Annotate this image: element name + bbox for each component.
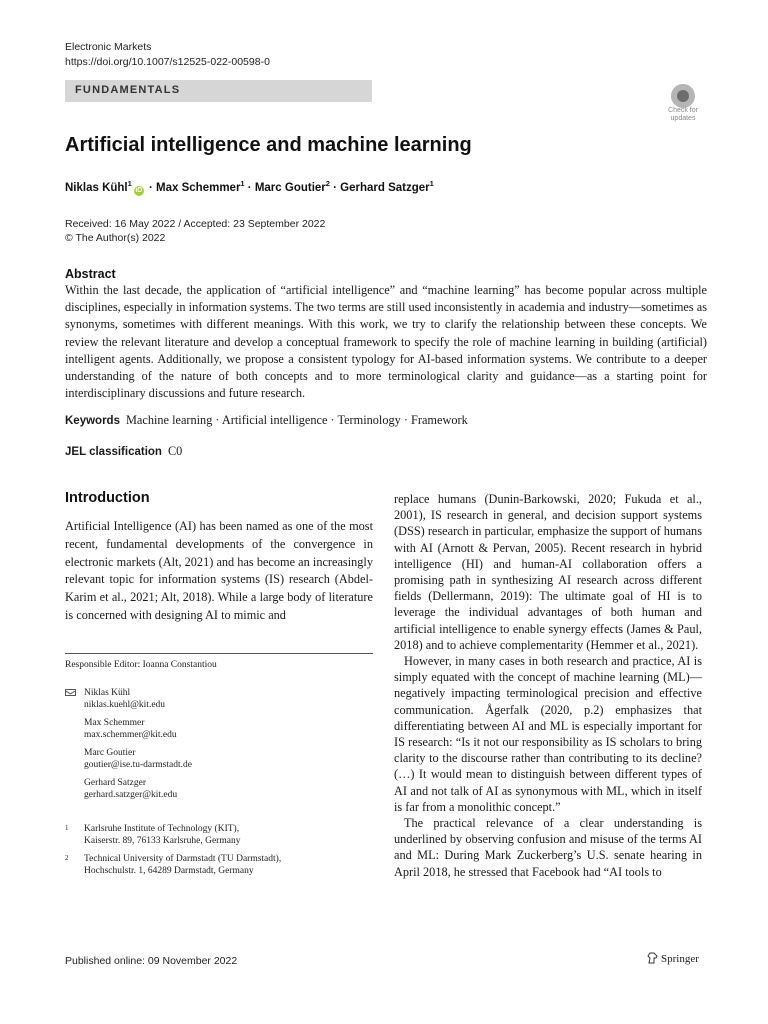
article-dates <box>65 218 325 245</box>
abstract-heading: Abstract <box>65 267 116 281</box>
contact-entry <box>65 777 373 801</box>
contact-name: Max Schemmer <box>84 718 145 728</box>
affiliation-entry <box>65 823 373 847</box>
paper-title: Artificial intelligence and machine learning <box>65 134 472 156</box>
intro-paragraph: The practical relevance of a clear understanding is underlined by observing confusion and misuse of the terms AI and ML: During Mark Zuckerberg’s U.S. senate hearing in April 2018, he stressed that Facebook had “AI tools to <box>394 816 702 879</box>
contact-entry <box>65 717 373 741</box>
contact-entry <box>65 747 373 771</box>
check-updates-label: Check for updates <box>668 107 698 122</box>
affiliation-number: 2 <box>65 854 69 862</box>
copyright-line: © The Author(s) 2022 <box>65 231 166 244</box>
author-name[interactable]: Niklas Kühl <box>65 181 128 194</box>
contact-list <box>65 687 373 807</box>
contact-email[interactable]: niklas.kuehl@kit.edu <box>84 700 166 710</box>
author-affiliation: 1 <box>240 179 245 188</box>
footnote-divider <box>65 653 373 654</box>
check-updates-icon <box>671 84 695 108</box>
jel-label: JEL classification <box>65 446 162 458</box>
jel-code: C0 <box>167 444 183 458</box>
envelope-icon <box>65 689 76 696</box>
orcid-icon[interactable]: iD <box>135 186 143 194</box>
keywords <box>65 413 468 428</box>
publisher-name: Springer <box>661 953 699 965</box>
contact-name: Niklas Kühl <box>84 688 131 698</box>
author-affiliation: 1 <box>127 179 132 188</box>
intro-paragraph: replace humans (Dunin-Barkowski, 2020; Fukuda et al., 2001), IS research in general, and decision support systems (DSS) research in particular, emphasize the support of humans with AI (Arnott & Pervan, 2005). Recent research in hybrid intelligence (HI) and human-AI collaboration offers a promising path in synthesizing AI research across different fields (Dellermann, 2019): The ultimate goal of HI is to leverage the individual advantages of both human and artificial intelligence to enable synergy effects (James & Paul, 2018) and to achieve complementarity (Hemmer et al., 2021). <box>394 492 702 652</box>
section-label: FUNDAMENTALS <box>75 84 181 96</box>
affiliation-line: Technical University of Darmstadt (TU Darmstadt), <box>84 854 282 864</box>
check-for-updates-badge[interactable] <box>664 84 702 124</box>
author-name[interactable]: Max Schemmer <box>156 181 241 194</box>
affiliation-line: Kaiserstr. 89, 76133 Karlsruhe, Germany <box>84 836 241 846</box>
author-affiliation: 1 <box>429 179 434 188</box>
keywords-label: Keywords <box>65 415 120 427</box>
responsible-editor: Responsible Editor: Ioanna Constantiou <box>65 660 217 670</box>
affiliation-number: 1 <box>65 824 69 832</box>
contact-name: Marc Goutier <box>84 748 136 758</box>
affiliation-list <box>65 823 373 883</box>
doi-link[interactable]: https://doi.org/10.1007/s12525-022-00598-0 <box>65 56 270 68</box>
jel-classification <box>65 444 182 459</box>
published-date: Published online: 09 November 2022 <box>65 955 238 967</box>
springer-horse-icon <box>647 952 658 964</box>
journal-header <box>65 40 270 70</box>
publisher-logo <box>647 952 699 965</box>
contact-email[interactable]: gerhard.satzger@kit.edu <box>84 790 178 800</box>
introduction-right-column <box>394 491 702 880</box>
received-accepted: Received: 16 May 2022 / Accepted: 23 September 2022 <box>65 218 326 230</box>
affiliation-line: Karlsruhe Institute of Technology (KIT), <box>84 824 240 834</box>
contact-entry <box>65 687 373 711</box>
introduction-left-paragraph: Artificial Intelligence (AI) has been named as one of the most recent, fundamental developments of the convergence in electronic markets (Alt, 2021) and has become an increasingly relevant topic for information systems (IS) research (Abdel-Karim et al., 2021; Alt, 2018). While a large body of literature is concerned with designing AI to mimic and <box>65 519 373 622</box>
author-name[interactable]: Marc Goutier <box>254 181 326 194</box>
section-banner <box>65 80 372 102</box>
affiliation-line: Hochschulstr. 1, 64289 Darmstadt, Germany <box>84 866 254 876</box>
keywords-text: Machine learning · Artificial intelligence · Terminology · Framework <box>125 413 468 427</box>
author-affiliation: 2 <box>325 179 330 188</box>
contact-email[interactable]: max.schemmer@kit.edu <box>84 730 177 740</box>
abstract-text: Within the last decade, the application of “artificial intelligence” and “machine learning” has become popular across multiple disciplines, especially in information systems. The two terms are still used inconsistently in academia and industry—sometimes as synonyms, sometimes with different meanings. With this work, we try to clarify the relationship between these concepts. We review the relevant literature and develop a conceptual framework to specify the role of machine learning in building (artificial) intelligent agents. Additionally, we propose a consistent typology for AI-based information systems. We contribute to a deeper understanding of the nature of both concepts and to more terminological clarity and guidance—as a starting point for interdisciplinary discussions and future research. <box>65 283 707 401</box>
affiliation-entry <box>65 853 373 877</box>
intro-paragraph: However, in many cases in both research and practice, AI is simply equated with the concept of machine learning (ML)—negatively impacting terminological precision and effective communication. Ågerfalk (2020, p.2) emphasizes that differentiating between AI and ML is especially important for IS research: “Is it not our responsibility as IS scholars to bring clarity to the discourse rather than contributing to its decline? (…) It would mean to distinguish between different types of AI and not talk of AI as synonymous with ML, which in itself is far from a monolithic concept.” <box>394 654 702 814</box>
introduction-heading: Introduction <box>65 490 150 506</box>
author-name[interactable]: Gerhard Satzger <box>340 181 430 194</box>
contact-email[interactable]: goutier@ise.tu-darmstadt.de <box>84 760 192 770</box>
contact-name: Gerhard Satzger <box>84 778 146 788</box>
journal-name: Electronic Markets <box>65 41 152 53</box>
author-list: Niklas Kühl$^1$iD · Max Schemmer$^1$ · Marc Goutier$^2$ · Gerhard Satzger$^1$ <box>65 179 434 194</box>
